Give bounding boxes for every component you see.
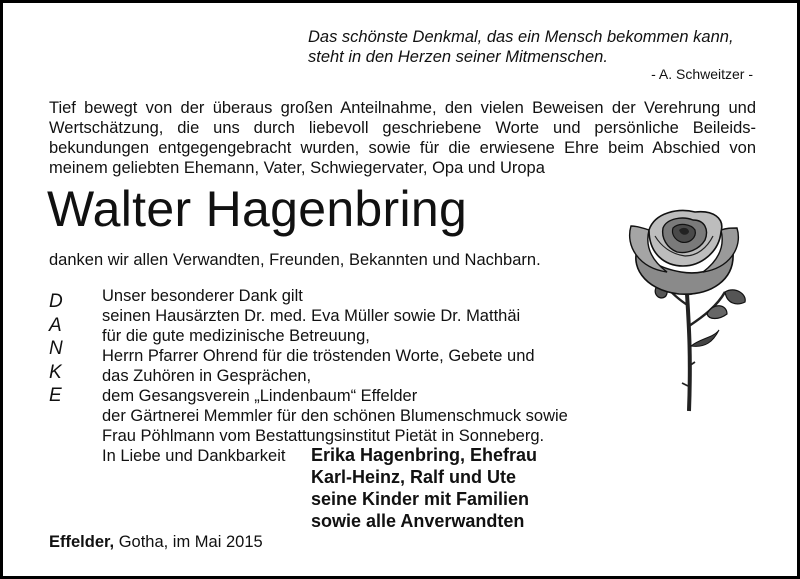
special-thanks-line: seinen Hausärzten Dr. med. Eva Müller sowie Dr. Matthäi: [102, 307, 521, 325]
intro-paragraph: [49, 98, 756, 178]
special-thanks-line: dem Gesangsverein „Lindenbaum“ Effelder: [102, 387, 418, 405]
special-thanks-line: Frau Pöhlmann vom Bestattungsinstitut Pietät in Sonneberg.: [102, 427, 545, 445]
place-town: Effelder,: [49, 533, 115, 551]
special-thanks-line: Unser besonderer Dank gilt: [102, 287, 303, 305]
signer-line: Karl-Heinz, Ralf und Ute: [311, 467, 517, 487]
intro-line: Wertschätzung, die uns durch liebevoll geschriebene Worte und persönliche Beileids-: [49, 119, 756, 137]
danke-letter: N: [49, 338, 63, 360]
quote-line-2: steht in den Herzen seiner Mitmenschen.: [308, 48, 608, 66]
thanks-line: danken wir allen Verwandten, Freunden, Bekannten und Nachbarn.: [49, 251, 541, 269]
signers: [311, 444, 537, 532]
danke-vertical: [49, 290, 79, 408]
signer-line: Erika Hagenbring, Ehefrau: [311, 445, 538, 465]
special-thanks: [102, 286, 602, 446]
closing-phrase: In Liebe und Dankbarkeit: [102, 447, 286, 465]
place-date: [49, 532, 263, 552]
danke-letter: A: [49, 314, 62, 336]
special-thanks-line: für die gute medizinische Betreuung,: [102, 327, 370, 345]
place-date-rest: Gotha, im Mai 2015: [114, 533, 263, 551]
special-thanks-line: der Gärtnerei Memmler für den schönen Blumenschmuck sowie: [102, 407, 568, 425]
special-thanks-line: das Zuhören in Gesprächen,: [102, 367, 312, 385]
signer-line: seine Kinder mit Familien: [311, 489, 530, 509]
intro-line: Tief bewegt von der überaus großen Anteilnahme, den vielen Beweisen der Verehrung und: [49, 99, 756, 117]
danke-letter: E: [49, 385, 62, 407]
quote-line-1: Das schönste Denkmal, das ein Mensch bekommen kann,: [308, 28, 734, 46]
deceased-name: Walter Hagenbring: [47, 181, 468, 237]
intro-line: meinem geliebten Ehemann, Vater, Schwiegervater, Opa und Uropa: [49, 159, 545, 177]
signer-line: sowie alle Anverwandten: [311, 511, 525, 531]
intro-line: bekundungen entgegengebracht wurden, sowie für die erwiesene Ehre beim Abschied von: [49, 139, 756, 157]
special-thanks-line: Herrn Pfarrer Ohrend für die tröstenden Worte, Gebete und: [102, 347, 535, 365]
quote: [308, 27, 760, 67]
quote-author: - A. Schweitzer -: [651, 66, 753, 82]
rose-icon: [609, 206, 759, 416]
danke-letter: D: [49, 291, 63, 312]
danke-letter: K: [49, 361, 62, 383]
